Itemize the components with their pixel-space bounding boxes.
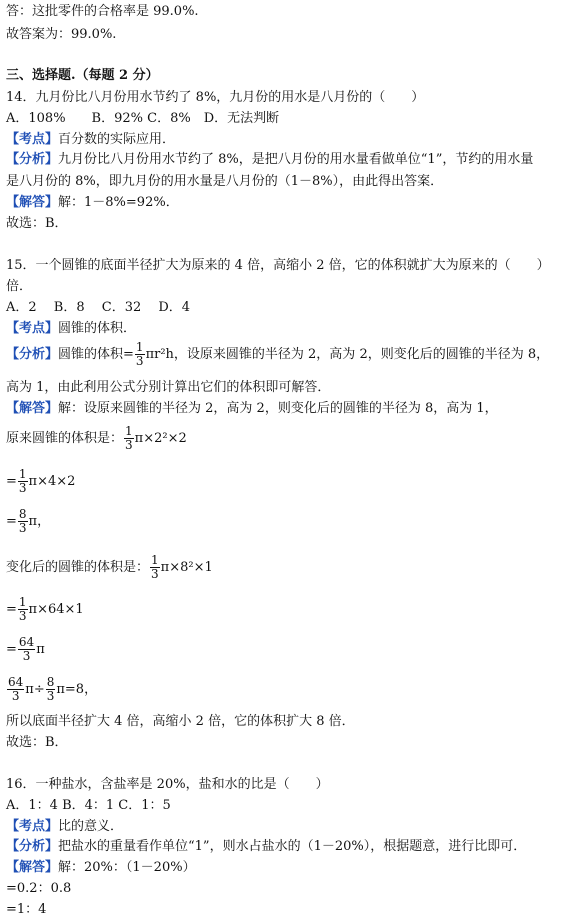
kaodian-tag: 【考点】 <box>6 132 59 147</box>
q15-step-1 <box>6 468 75 495</box>
q15-step-2 <box>6 508 50 535</box>
q15-stem-1: 15．一个圆锥的底面半径扩大为原来的 4 倍，高缩小 2 倍，它的体积就扩大为原来的（ ） <box>6 258 550 273</box>
kaodian-tag: 【考点】 <box>6 819 59 834</box>
fenxi-tag: 【分析】 <box>6 347 59 362</box>
q15-conclusion: 所以底面半径扩大 4 倍，高缩小 2 倍，它的体积扩大 8 倍． <box>6 714 355 729</box>
fraction-one-third <box>18 596 28 623</box>
q16-options: A．1：4 B．4：1 C．1：5 <box>6 798 171 813</box>
fraction-denominator: 3 <box>135 354 144 368</box>
fraction-denominator: 3 <box>151 567 159 581</box>
fraction-numerator: 1 <box>135 340 144 354</box>
q15-choose: 故选：B． <box>6 735 68 750</box>
q14-fenxi-text-1: 九月份比八月份用水节约了 8%，是把八月份的用水量看做单位“1”，节约的用水量 <box>58 152 534 167</box>
fraction-numerator: 1 <box>125 424 133 438</box>
kaodian-tag: 【考点】 <box>6 321 59 336</box>
q16-fenxi <box>6 840 526 853</box>
fenxi-tag: 【分析】 <box>6 152 59 167</box>
division-tail: π=8， <box>56 682 98 697</box>
q15-jieda <box>6 402 498 415</box>
fenxi-tag: 【分析】 <box>6 839 59 854</box>
fraction-sixtyfour-thirds <box>18 636 35 663</box>
q15-jieda-text: 解：设原来圆锥的半径为 2，高为 2，则变化后的圆锥的半径为 8，高为 1， <box>58 401 498 416</box>
q14-options: A．108% B．92% C．8% D．无法判断 <box>6 111 280 126</box>
q16-fenxi-text: 把盐水的重量看作单位“1”，则水占盐水的（1－20%），根据题意，进行比即可． <box>58 839 527 854</box>
fraction-denominator: 3 <box>18 521 27 535</box>
equals-sign: = <box>6 602 17 617</box>
orig-volume-expr: π×2²×2 <box>134 431 187 446</box>
q15-fenxi-post: πr²h，设原来圆锥的半径为 2，高为 2，则变化后的圆锥的半径为 8， <box>145 347 550 362</box>
jieda-tag: 【解答】 <box>6 401 59 416</box>
q15-options: A．2 B．8 C．32 D．4 <box>6 300 191 315</box>
q15-fenxi-1 <box>6 341 549 368</box>
jieda-tag: 【解答】 <box>6 860 59 875</box>
equals-sign: = <box>6 514 17 529</box>
q16-jieda <box>6 861 196 874</box>
equals-sign: = <box>6 474 17 489</box>
fraction-one-third <box>150 554 160 581</box>
q15-kaodian-text: 圆锥的体积． <box>58 321 137 336</box>
fraction-denominator: 3 <box>46 689 55 703</box>
new-volume-expr: π×8²×1 <box>160 560 213 575</box>
q15-step-4 <box>6 636 45 663</box>
fraction-denominator: 3 <box>11 689 20 703</box>
fraction-numerator: 8 <box>18 507 27 521</box>
q14-jieda-text: 解：1－8%=92%． <box>58 195 179 210</box>
step-2-tail: π， <box>28 514 51 529</box>
jieda-tag: 【解答】 <box>6 195 59 210</box>
fraction-denominator: 3 <box>18 609 27 623</box>
step-4-tail: π <box>36 642 45 657</box>
orig-volume-label: 原来圆锥的体积是： <box>6 431 124 446</box>
answer-line: 答：这批零件的合格率是 99.0%. <box>6 4 199 19</box>
q15-fenxi-2: 高为 1，由此利用公式分别计算出它们的体积即可解答． <box>6 380 331 395</box>
fraction-eight-thirds <box>46 676 56 703</box>
fraction-numerator: 64 <box>18 635 35 649</box>
fraction-denominator: 3 <box>125 438 133 452</box>
step-1-expr: π×4×2 <box>28 474 76 489</box>
q14-choose: 故选：B． <box>6 216 68 231</box>
q15-kaodian <box>6 322 136 335</box>
q14-kaodian <box>6 133 175 146</box>
equals-sign: = <box>6 642 17 657</box>
fraction-numerator: 1 <box>18 467 27 481</box>
q14-fenxi-1 <box>6 153 533 166</box>
section-title: 三、选择题.（每题 2 分） <box>6 68 159 83</box>
q14-stem: 14．九月份比八月份用水节约了 8%，九月份的用水是八月份的（ ） <box>6 90 425 105</box>
fraction-one-third <box>124 425 134 452</box>
q16-step-1: =0.2：0.8 <box>6 881 72 896</box>
fraction-one-third <box>18 468 28 495</box>
fill-answer-line: 故答案为：99.0%. <box>6 27 117 42</box>
fraction-numerator: 8 <box>46 675 55 689</box>
q16-jieda-text: 解：20%：（1－20%） <box>58 860 196 875</box>
q15-orig-volume <box>6 425 187 452</box>
fraction-denominator: 3 <box>22 649 31 663</box>
q15-stem-2: 倍． <box>6 279 33 294</box>
fraction-eight-thirds <box>18 508 28 535</box>
q15-division <box>6 676 97 703</box>
q16-step-2: =1：4 <box>6 902 47 917</box>
q15-new-volume <box>6 554 213 581</box>
q14-jieda <box>6 196 179 209</box>
new-volume-label: 变化后的圆锥的体积是： <box>6 560 150 575</box>
q15-step-3 <box>6 596 84 623</box>
q16-stem: 16．一种盐水，含盐率是 20%，盐和水的比是（ ） <box>6 777 329 792</box>
q16-kaodian-text: 比的意义． <box>58 819 124 834</box>
fraction-numerator: 1 <box>18 595 27 609</box>
step-3-expr: π×64×1 <box>28 602 84 617</box>
q14-kaodian-text: 百分数的实际应用． <box>58 132 176 147</box>
fraction-sixtyfour-thirds <box>7 676 24 703</box>
fraction-numerator: 64 <box>8 675 24 689</box>
fraction-one-third <box>135 341 145 368</box>
division-mid: π÷ <box>25 682 45 697</box>
fraction-numerator: 1 <box>151 553 159 567</box>
q14-fenxi-2: 是八月份的 8%，即九月份的用水量是八月份的（1－8%），由此得出答案． <box>6 174 444 189</box>
q15-fenxi-pre: 圆锥的体积= <box>58 347 134 362</box>
fraction-denominator: 3 <box>18 481 27 495</box>
q16-kaodian <box>6 820 123 833</box>
